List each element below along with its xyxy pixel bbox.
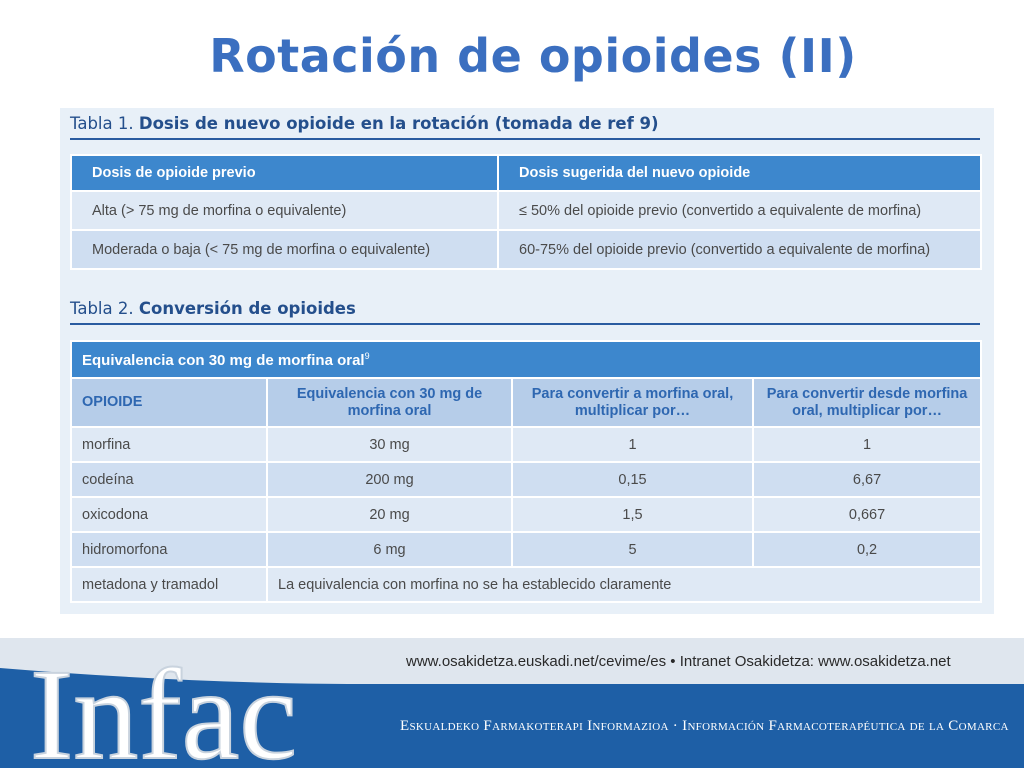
table-row	[71, 532, 981, 567]
footer-urls: www.osakidetza.euskadi.net/cevime/es • Intranet Osakidetza: www.osakidetza.net	[406, 653, 951, 670]
table1-header-suggested-dose: Dosis sugerida del nuevo opioide	[498, 155, 981, 191]
table2-cell: codeína	[71, 462, 267, 497]
table2-banner-ref: 9	[364, 350, 370, 361]
table2-header-from-morphine: Para convertir desde morfina oral, multiplicar por…	[753, 378, 981, 427]
table2-caption-text: Conversión de opioides	[138, 299, 356, 318]
table2-cell: 0,2	[753, 532, 981, 567]
infac-logo	[30, 642, 350, 762]
footer-banner	[0, 638, 1024, 768]
table2-header-to-morphine: Para convertir a morfina oral, multiplicar por…	[512, 378, 753, 427]
table2-cell: 200 mg	[267, 462, 512, 497]
table2-caption-rule	[70, 323, 980, 325]
table2-header-row	[71, 378, 981, 427]
table-row	[71, 191, 981, 230]
table2-cell: 0,15	[512, 462, 753, 497]
table1-cell: Alta (> 75 mg de morfina o equivalente)	[71, 191, 498, 230]
table2-cell: oxicodona	[71, 497, 267, 532]
table2-banner-text: Equivalencia con 30 mg de morfina oral	[82, 351, 365, 369]
table1-cell: Moderada o baja (< 75 mg de morfina o equivalente)	[71, 230, 498, 269]
table2-cell: 5	[512, 532, 753, 567]
table2-caption	[70, 299, 356, 318]
table-row	[71, 462, 981, 497]
table2-cell: 1,5	[512, 497, 753, 532]
table2-cell: 6,67	[753, 462, 981, 497]
table-row	[71, 567, 981, 602]
table1-caption	[70, 114, 659, 133]
table2-caption-number: Tabla 2.	[70, 299, 134, 318]
table2-cell: 30 mg	[267, 427, 512, 462]
footer-tagline: Eskualdeko Farmakoterapi Informazioa · Información Farmacoterapéutica de la Comarca	[400, 718, 1009, 734]
table1-header-previous-dose: Dosis de opioide previo	[71, 155, 498, 191]
table2-header-opioid: OPIOIDE	[71, 378, 267, 427]
table2-cell: 20 mg	[267, 497, 512, 532]
table-row	[71, 427, 981, 462]
table2-note-cell: La equivalencia con morfina no se ha establecido claramente	[267, 567, 981, 602]
table2-cell: metadona y tramadol	[71, 567, 267, 602]
infac-logo-text: Infac	[30, 643, 297, 762]
table2	[70, 340, 982, 603]
table2-cell: 0,667	[753, 497, 981, 532]
table-row	[71, 497, 981, 532]
table1-cell: ≤ 50% del opioide previo (convertido a equivalente de morfina)	[498, 191, 981, 230]
tables-panel	[60, 108, 994, 614]
table1-caption-text: Dosis de nuevo opioide en la rotación (tomada de ref 9)	[138, 114, 659, 133]
table2-cell: 6 mg	[267, 532, 512, 567]
slide-title: Rotación de opioides (II)	[209, 29, 857, 83]
table2-header-equivalence: Equivalencia con 30 mg de morfina oral	[267, 378, 512, 427]
table-row	[71, 230, 981, 269]
table1-cell: 60-75% del opioide previo (convertido a equivalente de morfina)	[498, 230, 981, 269]
table1-caption-rule	[70, 138, 980, 140]
table2-cell: 1	[512, 427, 753, 462]
table2-cell: morfina	[71, 427, 267, 462]
table2-banner	[71, 341, 981, 378]
table1	[70, 154, 982, 270]
table1-caption-number: Tabla 1.	[70, 114, 134, 133]
table2-cell: 1	[753, 427, 981, 462]
table2-cell: hidromorfona	[71, 532, 267, 567]
